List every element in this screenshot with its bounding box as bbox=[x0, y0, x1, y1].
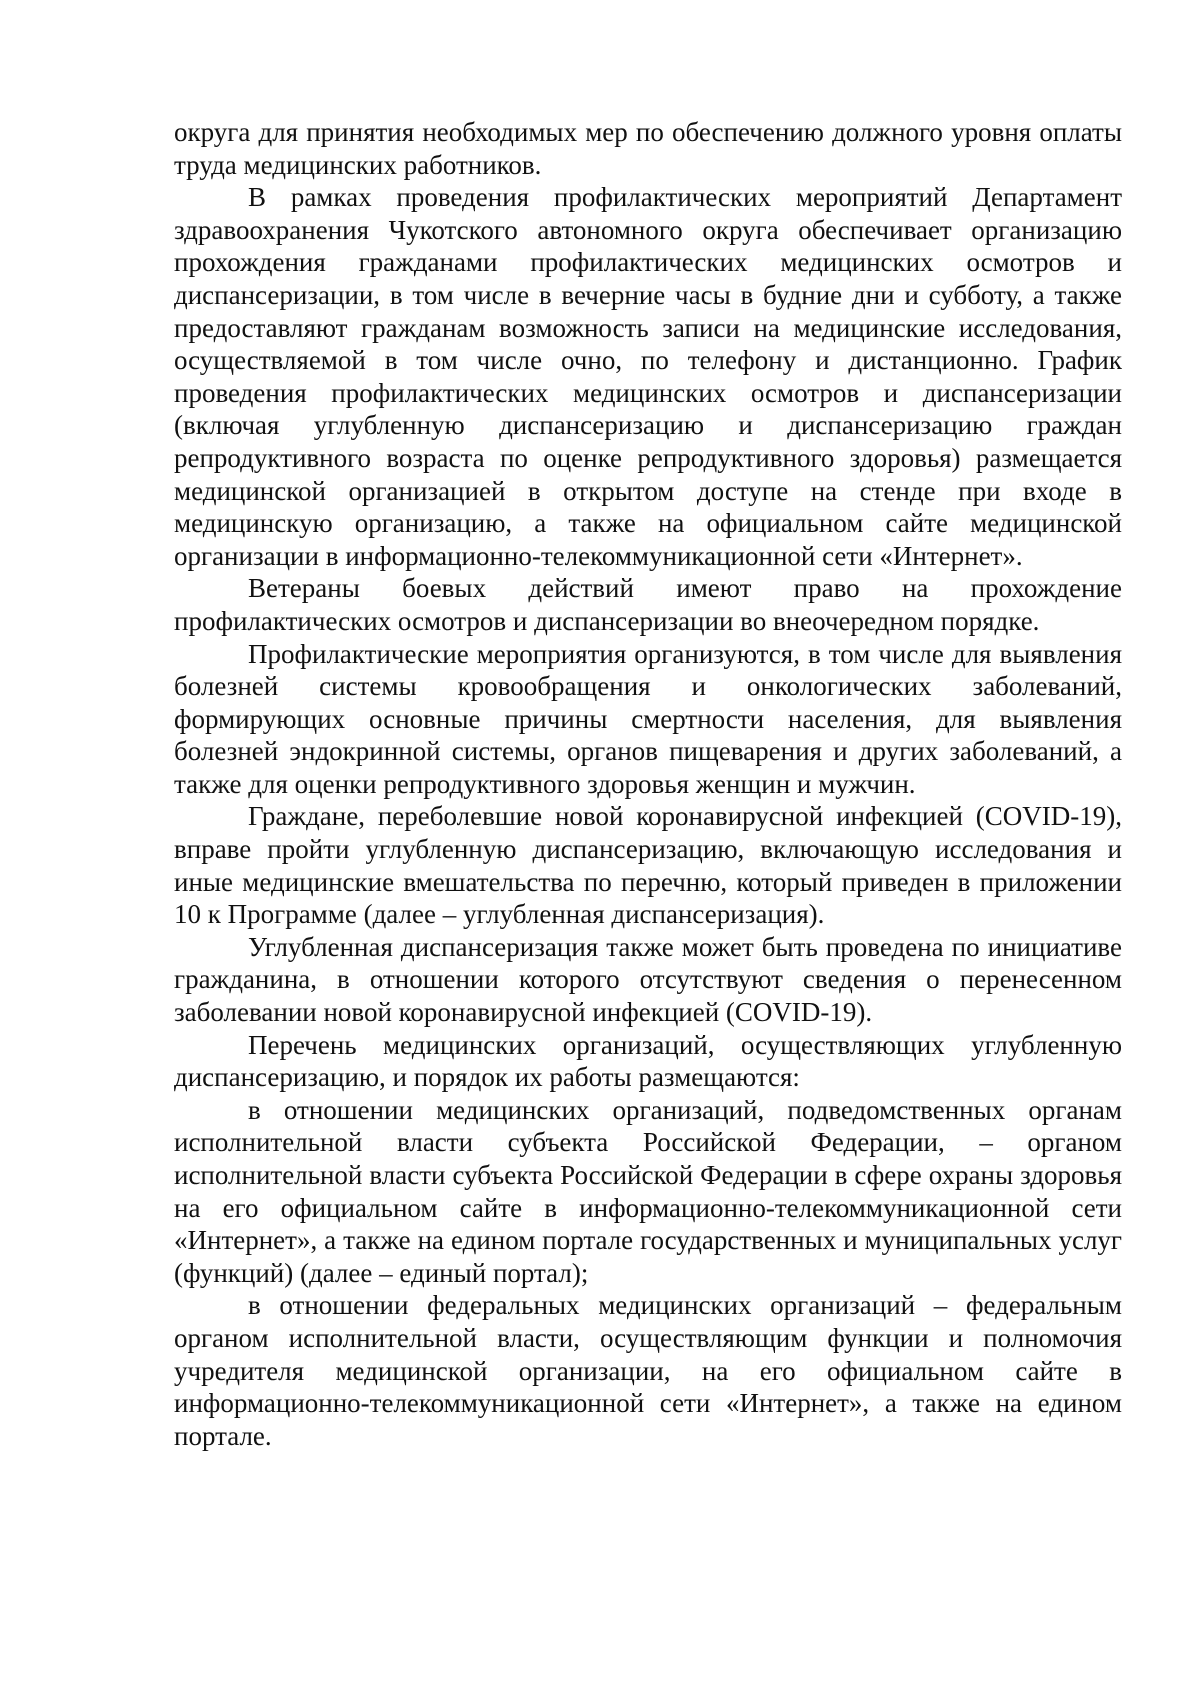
paragraph-subordinate-organizations: в отношении медицинских организаций, подведомственных органам исполнительной власти субъекта Российской Федерации, – органом исполнительной власти субъекта Российской Федерации в сфере охраны здоровья на его официальном сайте в информационно-телекоммуникационной сети «Интернет», а также на едином портале государственных и муниципальных услуг (функций) (далее – единый портал); bbox=[174, 1094, 1122, 1288]
paragraph-preventive-measures: В рамках проведения профилактических мероприятий Департамент здравоохранения Чукотского автономного округа обеспечивает организацию прохождения гражданами профилактических медицинских осмотров и диспансеризации, в том числе в вечерние часы в будние дни и субботу, а также предоставляют гражданам возможность записи на медицинские исследования, осуществляемой в том числе очно, по телефону и дистанционно. График проведения профилактических медицинских осмотров и диспансеризации (включая углубленную диспансеризацию и диспансеризацию граждан репродуктивного возраста по оценке репродуктивного здоровья) размещается медицинской организацией в открытом доступе на стенде при входе в медицинскую организацию, а также на официальном сайте медицинской организации в информационно-телекоммуникационной сети «Интернет». bbox=[174, 182, 1122, 571]
paragraph-covid-citizens: Граждане, переболевшие новой коронавирусной инфекцией (COVID-19), вправе пройти углубленную диспансеризацию, включающую исследования и иные медицинские вмешательства по перечню, который приведен в приложении 10 к Программе (далее – углубленная диспансеризация). bbox=[174, 801, 1122, 930]
document-body bbox=[174, 116, 1122, 1452]
paragraph-veterans: Ветераны боевых действий имеют право на прохождение профилактических осмотров и диспансеризации во внеочередном порядке. bbox=[174, 573, 1122, 636]
paragraph-preventive-goals: Профилактические мероприятия организуются, в том числе для выявления болезней системы кровообращения и онкологических заболеваний, формирующих основные причины смертности населения, для выявления болезней эндокринной системы, органов пищеварения и других заболеваний, а также для оценки репродуктивного здоровья женщин и мужчин. bbox=[174, 638, 1122, 799]
paragraph-federal-organizations: в отношении федеральных медицинских организаций – федеральным органом исполнительной власти, осуществляющим функции и полномочия учредителя медицинской организации, на его официальном сайте в информационно-телекоммуникационной сети «Интернет», а также на едином портале. bbox=[174, 1290, 1122, 1451]
paragraph-continuation: округа для принятия необходимых мер по обеспечению должного уровня оплаты труда медицинских работников. bbox=[174, 117, 1122, 180]
paragraph-organization-list: Перечень медицинских организаций, осуществляющих углубленную диспансеризацию, и порядок их работы размещаются: bbox=[174, 1029, 1122, 1093]
paragraph-initiative: Углубленная диспансеризация также может быть проведена по инициативе гражданина, в отношении которого отсутствуют сведения о перенесенном заболевании новой коронавирусной инфекцией (COVID-19). bbox=[174, 931, 1122, 1028]
